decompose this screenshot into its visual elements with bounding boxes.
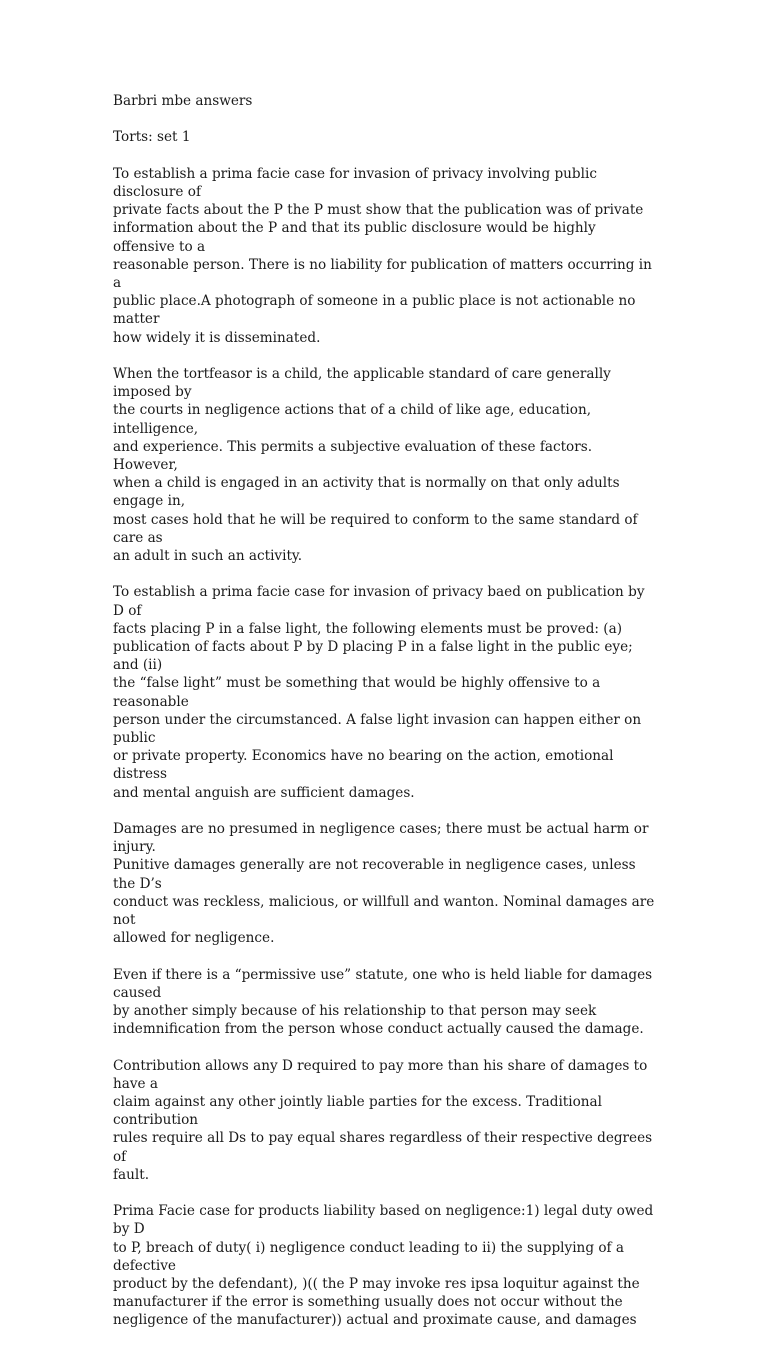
paragraph xyxy=(113,966,658,1039)
document-subtitle: Torts: set 1 xyxy=(113,129,191,146)
document-body xyxy=(113,165,658,1330)
text-line: indemnification from the person whose conduct actually caused the damage. xyxy=(113,1021,644,1038)
text-line: Damages are no presumed in negligence cases; there must be actual harm or injury. xyxy=(113,821,653,856)
text-line: most cases hold that he will be required to conform to the same standard of care as xyxy=(113,511,642,546)
text-line: by another simply because of his relationship to that person may seek xyxy=(113,1003,597,1020)
text-line: To establish a prima facie case for invasion of privacy involving public disclosure of xyxy=(113,165,602,200)
text-line: facts placing P in a false light, the following elements must be proved: (a) xyxy=(113,620,623,637)
text-line: conduct was reckless, malicious, or willfull and wanton. Nominal damages are not xyxy=(113,893,659,929)
text-line: Contribution allows any D required to pay more than his share of damages to have a xyxy=(113,1057,652,1092)
document-page xyxy=(113,92,658,1348)
text-line: reasonable person. There is no liability for publication of matters occurring in a xyxy=(113,256,657,291)
paragraph xyxy=(113,165,658,347)
text-line: Even if there is a “permissive use” statute, one who is held liable for damages caused xyxy=(113,966,657,1001)
text-line: person under the circumstanced. A false light invasion can happen either on public xyxy=(113,711,646,747)
text-line: and mental anguish are sufficient damages. xyxy=(113,784,415,801)
text-line: an adult in such an activity. xyxy=(113,548,303,565)
text-line: claim against any other jointly liable parties for the excess. Traditional contribution xyxy=(113,1094,607,1129)
text-line: private facts about the P the P must show that the publication was of private xyxy=(113,202,644,219)
paragraph xyxy=(113,365,658,565)
text-line: product by the defendant), )(( the P may invoke res ipsa loquitur against the xyxy=(113,1276,640,1293)
text-line: to P, breach of duty( i) negligence conduct leading to ii) the supplying of a defective xyxy=(113,1239,629,1274)
text-line: Prima Facie case for products liability based on negligence:1) legal duty owed by D xyxy=(113,1203,658,1238)
text-line: manufacturer if the error is something usually does not occur without the xyxy=(113,1294,623,1311)
paragraph xyxy=(113,1057,658,1184)
text-line: Punitive damages generally are not recoverable in negligence cases, unless the D’s xyxy=(113,857,640,892)
text-line: allowed for negligence. xyxy=(113,930,275,947)
text-line: When the tortfeasor is a child, the applicable standard of care generally imposed by xyxy=(113,366,616,401)
text-line: rules require all Ds to pay equal shares regardless of their respective degrees of xyxy=(113,1130,657,1165)
document-title: Barbri mbe answers xyxy=(113,93,253,109)
text-line: fault. xyxy=(113,1166,150,1183)
text-line: or private property. Economics have no bearing on the action, emotional distress xyxy=(113,748,618,783)
text-line: the “false light” must be something that would be highly offensive to a reasonable xyxy=(113,675,605,710)
text-line: how widely it is disseminated. xyxy=(113,329,321,346)
text-line: To establish a prima facie case for invasion of privacy baed on publication by D of xyxy=(113,584,649,619)
text-line: and experience. This permits a subjective evaluation of these factors. However, xyxy=(113,438,597,474)
paragraph xyxy=(113,583,658,801)
text-line: negligence of the manufacturer)) actual and proximate cause, and damages xyxy=(113,1312,637,1329)
text-line: when a child is engaged in an activity that is normally on that only adults engage in, xyxy=(113,475,624,510)
text-line: publication of facts about P by D placing P in a false light in the public eye; and (ii) xyxy=(113,639,638,674)
text-line: the courts in negligence actions that of a child of like age, education, intelligence, xyxy=(113,402,596,437)
text-line: information about the P and that its public disclosure would be highly offensive to a xyxy=(113,220,601,255)
paragraph xyxy=(113,820,658,947)
text-line: public place.A photograph of someone in a public place is not actionable no matter xyxy=(113,293,640,328)
paragraph xyxy=(113,1202,658,1329)
